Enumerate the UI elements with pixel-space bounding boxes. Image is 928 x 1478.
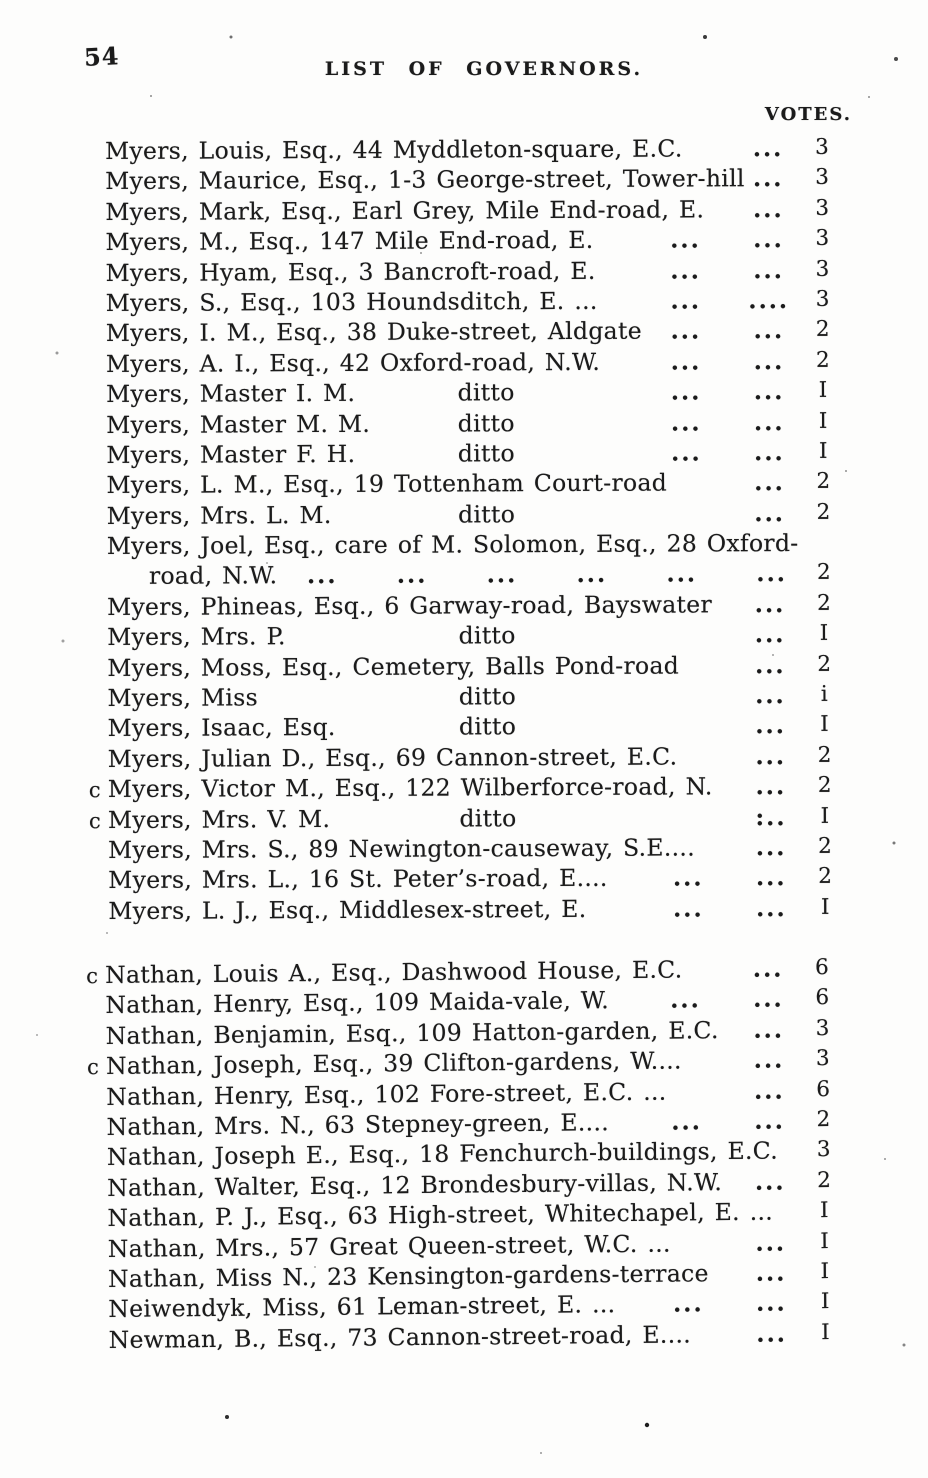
dot-leader: ... (666, 559, 698, 589)
list-item (108, 862, 840, 896)
entry-text: Myers, Master M. M. (106, 409, 371, 439)
dot-leader: ... (756, 893, 787, 922)
footnote-marker: c (88, 778, 101, 803)
vote-value: 3 (815, 134, 830, 160)
page-number: 54 (83, 41, 121, 72)
ditto-label: ditto (458, 682, 517, 711)
entry-text: Myers, A. I., Esq., 42 Oxford-road, N.W. (105, 347, 601, 378)
entry-text: Myers, Victor M., Esq., 122 Wilberforce-road, N. (107, 772, 713, 804)
dot-leader: ... (672, 863, 704, 892)
entry-text: Myers, Louis, Esq., 44 Myddleton-square, E.C. (105, 134, 683, 165)
vote-value: 2 (818, 864, 833, 890)
dot-leader: ... (755, 711, 786, 740)
entry-text: Neiwendyk, Miss, 61 Leman-street, E. ... (108, 1290, 616, 1324)
entry-text: Myers, L. J., Esq., Middlesex-street, E. (108, 894, 587, 925)
vote-value: I (821, 1319, 831, 1345)
dot-leader: ... (755, 1228, 787, 1257)
vote-value: I (818, 408, 828, 434)
dot-leader: ... (576, 560, 608, 589)
scan-noise-specks (0, 0, 2, 2)
entry-text: Myers, Mrs. L., 16 St. Peter’s-road, E.... (108, 864, 608, 895)
list-item (107, 528, 839, 562)
dot-leader: ... (754, 437, 785, 467)
dot-leader: ... (670, 377, 702, 406)
list-item (106, 315, 838, 349)
vote-value: 2 (816, 560, 831, 586)
entry-text: Myers, Hyam, Esq., 3 Bancroft-road, E. (105, 256, 596, 287)
vote-value: 2 (817, 1167, 832, 1194)
vote-value: 2 (816, 469, 831, 495)
entry-text: Myers, Master F. H. (106, 439, 356, 469)
entry-text: Nathan, Miss N., 23 Kensington-gardens-terrace (107, 1259, 709, 1294)
dot-leader: ... (753, 346, 785, 375)
vote-value: 2 (815, 347, 831, 373)
ditto-label: ditto (458, 621, 516, 650)
dot-leader: ... (670, 347, 702, 376)
dot-leaders (307, 558, 787, 591)
dot-leader: ... (752, 194, 784, 223)
page-title: LIST OF GOVERNORS. (324, 58, 644, 80)
dot-leader: ... (673, 894, 704, 923)
dot-leader: ... (306, 561, 338, 590)
entry-text: Nathan, Joseph E., Esq., 18 Fenchurch-buildings, E.C. (106, 1137, 779, 1172)
entry-text: Nathan, Benjamin, Esq., 109 Hatton-garden, E.C. (105, 1016, 719, 1050)
dot-leader: .... (748, 285, 790, 315)
dot-leader: ... (753, 407, 785, 436)
vote-value: I (820, 803, 830, 829)
vote-value: 6 (815, 985, 830, 1011)
ditto-label: ditto (458, 499, 516, 529)
dot-leader: ... (670, 255, 701, 285)
vote-value: I (819, 621, 829, 647)
vote-value: 3 (815, 256, 830, 282)
dot-leader: ... (753, 225, 784, 254)
entry-text: Newman, B., Esq., 73 Cannon-street-road, E.... (108, 1320, 692, 1354)
vote-value: I (820, 894, 830, 920)
vote-value: 3 (815, 226, 830, 252)
entry-text: Nathan, Louis A., Esq., Dashwood House, E.C. (105, 955, 683, 990)
vote-value: I (820, 1228, 830, 1254)
vote-value: 2 (816, 590, 832, 616)
entry-text: Nathan, Henry, Esq., 102 Fore-street, E.C. ... (106, 1077, 667, 1111)
list-item (108, 710, 840, 744)
dot-leader: ... (755, 741, 787, 770)
governors-section-2 (86, 953, 841, 1355)
dot-leader: ... (755, 772, 787, 801)
list-item (105, 133, 837, 167)
list-item (105, 224, 837, 258)
dot-leader: ... (670, 316, 702, 345)
dot-leader: ... (671, 1107, 702, 1136)
vote-value: 3 (816, 1137, 831, 1163)
ditto-label: ditto (459, 803, 517, 833)
list-item (109, 1318, 841, 1355)
vote-value: 2 (817, 773, 832, 799)
list-item (106, 406, 838, 440)
vote-value: I (820, 712, 830, 738)
entry-text: Myers, Phineas, Esq., 6 Garway-road, Bayswater (106, 590, 713, 621)
dot-leader: ... (755, 833, 787, 862)
entry-text: Myers, S., Esq., 103 Houndsditch, E. ... (105, 286, 598, 317)
vote-value: I (818, 377, 828, 404)
list-item (107, 619, 839, 653)
vote-value: 2 (817, 742, 832, 768)
dot-leader: ... (753, 316, 785, 345)
entry-text: Myers, Mrs. L. M. (106, 500, 332, 530)
footnote-marker: c (86, 964, 99, 989)
dot-leader: ... (752, 954, 784, 983)
entry-text: Myers, I. M., Esq., 38 Duke-street, Aldgate (105, 317, 642, 348)
governors-list (86, 134, 837, 1355)
list-item (108, 893, 840, 927)
entry-text: Myers, Mrs. S., 89 Newington-causeway, S.E.... (108, 833, 695, 864)
dot-leader: ... (754, 589, 786, 619)
list-item (105, 194, 837, 228)
dot-leader: ... (752, 134, 784, 163)
dot-leader: ... (753, 377, 785, 406)
vote-value: I (820, 1259, 830, 1285)
dot-leader: ... (754, 650, 786, 679)
entry-text: Nathan, Joseph, Esq., 39 Clifton-gardens, W.... (105, 1046, 682, 1081)
entry-text: Myers, Mrs. V. M. (107, 804, 331, 834)
entry-text: road, N.W. (148, 561, 278, 591)
vote-value: 2 (818, 833, 833, 859)
vote-value: 6 (816, 1076, 831, 1102)
vote-value: I (820, 1289, 830, 1315)
vote-value: 3 (815, 1046, 831, 1072)
footnote-marker: c (86, 1055, 100, 1080)
dot-leader: ... (396, 561, 428, 590)
dot-leader: ... (752, 164, 784, 193)
list-item (107, 680, 839, 714)
entry-text: Myers, Isaac, Esq. (107, 713, 336, 743)
vote-value: 2 (816, 499, 831, 525)
list-item (106, 285, 838, 319)
list-item (107, 497, 839, 531)
entry-text: Nathan, Henry, Esq., 109 Maida-vale, W. (105, 986, 610, 1020)
list-item (108, 832, 840, 866)
dot-leader: ... (754, 1106, 785, 1135)
list-item (107, 649, 839, 683)
votes-column-header: VOTES. (764, 104, 852, 125)
list-item (107, 558, 839, 592)
list-item (88, 771, 840, 805)
entry-text: Myers, Mark, Esq., Earl Grey, Mile End-road, E. (105, 195, 705, 226)
dot-leader: ... (755, 1288, 787, 1318)
dot-leader: ... (670, 407, 702, 437)
dot-leader: ... (669, 985, 701, 1015)
governors-section-1 (88, 133, 840, 926)
vote-value: 2 (816, 1107, 831, 1133)
entry-text: Nathan, Walter, Esq., 12 Brondesbury-villas, N.W. (107, 1167, 723, 1202)
list-item (88, 801, 840, 835)
dot-leader: :.. (755, 802, 787, 831)
list-item (106, 376, 838, 410)
ditto-label: ditto (458, 712, 517, 741)
vote-value: 3 (815, 165, 830, 191)
vote-value: 3 (815, 1015, 830, 1042)
dot-leader: ... (670, 225, 701, 254)
vote-value: I (818, 438, 828, 464)
dot-leader: ... (670, 286, 702, 315)
dot-leader: ... (754, 498, 785, 527)
entry-text: Nathan, P. J., Esq., 63 High-street, Whitechapel, E. ... (107, 1197, 774, 1233)
dot-leader: ... (756, 559, 787, 588)
vote-value: 6 (814, 955, 830, 981)
ditto-label: ditto (457, 439, 515, 468)
entry-text: Nathan, Mrs. N., 63 Stepney-green, E.... (106, 1108, 610, 1142)
list-item (105, 163, 837, 197)
list-item (106, 467, 838, 501)
entry-text: Myers, Master I. M. (106, 379, 356, 409)
dot-leader: ... (672, 1289, 704, 1319)
dot-leader: ... (754, 620, 786, 649)
entry-text: Myers, Maurice, Esq., 1-3 George-street, Tower-hill (105, 164, 745, 196)
entry-text: Nathan, Mrs., 57 Great Queen-street, W.C. ... (107, 1229, 671, 1263)
list-item (108, 741, 840, 775)
vote-value: i (820, 681, 829, 707)
list-item (106, 437, 838, 471)
dot-leader: ... (753, 1076, 785, 1105)
dot-leader: ... (754, 1167, 786, 1196)
entry-text: Myers, Miss (107, 683, 258, 713)
vote-value: 3 (815, 195, 830, 221)
entry-text: Myers, Julian D., Esq., 69 Cannon-street, E.C. (107, 742, 678, 773)
dot-leader: ... (753, 255, 784, 284)
dot-leader: ... (752, 985, 784, 1014)
dot-leader: ... (755, 681, 786, 710)
vote-value: 2 (817, 651, 832, 677)
entry-text: Myers, L. M., Esq., 19 Tottenham Court-road (106, 468, 668, 500)
ditto-label: ditto (457, 378, 515, 407)
list-item (107, 589, 839, 623)
dot-leader: ... (756, 1319, 788, 1348)
entry-text: Myers, M., Esq., 147 Mile End-road, E. (105, 226, 594, 257)
entry-text: Myers, Mrs. P. (107, 622, 286, 652)
vote-value: 3 (815, 286, 830, 312)
vote-value: 2 (815, 317, 830, 343)
list-item (106, 254, 838, 288)
dot-leader: ... (486, 560, 518, 589)
dot-leader: ... (754, 468, 785, 497)
footnote-marker: c (88, 808, 102, 833)
dot-leader: ... (753, 1045, 785, 1075)
dot-leader: ... (753, 1015, 785, 1044)
vote-value: I (819, 1198, 829, 1224)
list-item (106, 346, 838, 380)
ditto-label: ditto (457, 408, 515, 437)
dot-leader: ... (755, 863, 787, 892)
entry-text: Myers, Moss, Esq., Cemetery, Balls Pond-road (107, 651, 680, 682)
entry-text: Myers, Joel, Esq., care of M. Solomon, Esq., 28 Oxford- (106, 529, 799, 561)
dot-leader: ... (755, 1258, 787, 1287)
dot-leader: ... (671, 438, 702, 467)
